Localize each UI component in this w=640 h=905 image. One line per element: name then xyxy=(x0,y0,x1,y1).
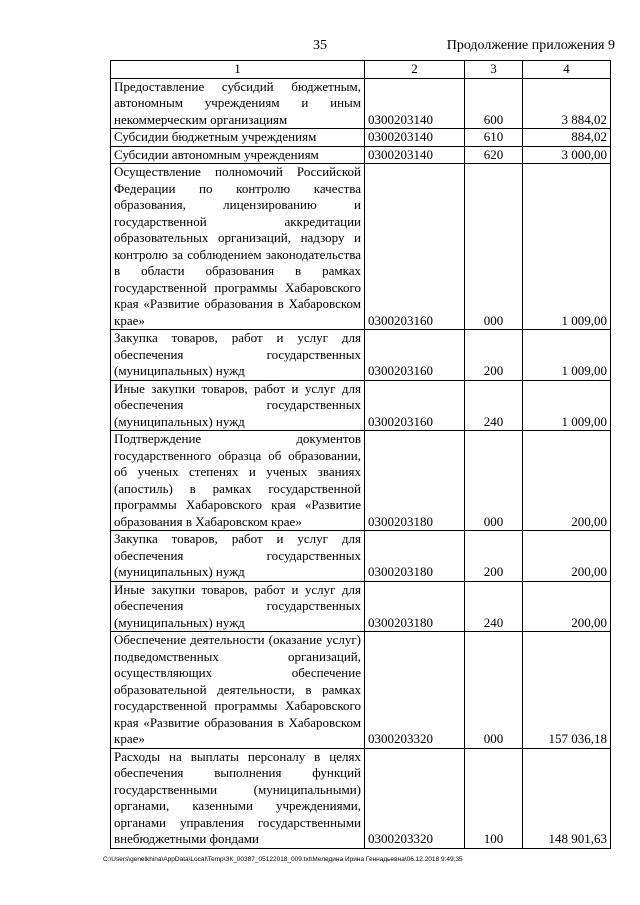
table-row xyxy=(111,146,611,164)
row-amount: 1 009,00 xyxy=(523,380,611,431)
column-header-2: 2 xyxy=(365,61,465,79)
budget-table xyxy=(110,60,611,849)
row-kind: 620 xyxy=(465,146,523,164)
row-amount: 3 884,02 xyxy=(523,78,611,129)
table-row xyxy=(111,330,611,381)
row-kind: 000 xyxy=(465,164,523,330)
row-amount: 200,00 xyxy=(523,531,611,582)
row-code: 0300203160 xyxy=(365,380,465,431)
row-code: 0300203180 xyxy=(365,431,465,531)
table-row xyxy=(111,632,611,749)
table-row xyxy=(111,78,611,129)
row-amount: 3 000,00 xyxy=(523,146,611,164)
row-code: 0300203180 xyxy=(365,581,465,632)
row-amount: 884,02 xyxy=(523,129,611,147)
row-code: 0300203320 xyxy=(365,632,465,749)
table-row xyxy=(111,748,611,848)
row-kind: 240 xyxy=(465,581,523,632)
row-name: Иные закупки товаров, работ и услуг для обеспечения государственных (муниципальных) нужд xyxy=(111,380,365,431)
row-kind: 200 xyxy=(465,330,523,381)
table-row xyxy=(111,531,611,582)
row-amount: 148 901,63 xyxy=(523,748,611,848)
row-kind: 100 xyxy=(465,748,523,848)
row-kind: 000 xyxy=(465,632,523,749)
row-kind: 000 xyxy=(465,431,523,531)
row-kind: 200 xyxy=(465,531,523,582)
table-row xyxy=(111,380,611,431)
table-row xyxy=(111,581,611,632)
table-row xyxy=(111,431,611,531)
row-amount: 200,00 xyxy=(523,581,611,632)
continuation-label: Продолжение приложения 9 xyxy=(446,38,615,53)
row-code: 0300203160 xyxy=(365,164,465,330)
row-code: 0300203160 xyxy=(365,330,465,381)
row-name: Субсидии автономным учреждениям xyxy=(111,146,365,164)
row-name: Осуществление полномочий Российской Федерации по контролю качества образования, лицензированию и государственной аккредитации образовательных организаций, надзору и контролю за соблюдением законодательства в области образования в рамках государственной программы Хабаровского края «Развитие образования в Хабаровском крае» xyxy=(111,164,365,330)
row-amount: 1 009,00 xyxy=(523,330,611,381)
table-row xyxy=(111,164,611,330)
row-code: 0300203320 xyxy=(365,748,465,848)
row-name: Подтверждение документов государственного образца об образовании, об ученых степенях и ученых званиях (апостиль) в рамках государственной программы Хабаровского края «Развитие образования в Хабаровском крае» xyxy=(111,431,365,531)
row-code: 0300203140 xyxy=(365,78,465,129)
table-row xyxy=(111,129,611,147)
row-kind: 610 xyxy=(465,129,523,147)
row-code: 0300203140 xyxy=(365,146,465,164)
row-amount: 200,00 xyxy=(523,431,611,531)
row-code: 0300203180 xyxy=(365,531,465,582)
row-kind: 600 xyxy=(465,78,523,129)
table-header-row xyxy=(111,61,611,79)
row-code: 0300203140 xyxy=(365,129,465,147)
row-name: Иные закупки товаров, работ и услуг для обеспечения государственных (муниципальных) нужд xyxy=(111,581,365,632)
column-header-4: 4 xyxy=(523,61,611,79)
column-header-3: 3 xyxy=(465,61,523,79)
column-header-1: 1 xyxy=(111,61,365,79)
row-amount: 1 009,00 xyxy=(523,164,611,330)
row-name: Обеспечение деятельности (оказание услуг) подведомственных организаций, осуществляющих обеспечение образовательной деятельности, в рамках государственной программы Хабаровского края «Развитие образования в Хабаровском крае» xyxy=(111,632,365,749)
row-amount: 157 036,18 xyxy=(523,632,611,749)
file-path-footer: C:\Users\genelkhina\AppData\Local\Temp\ЗК_00387_05122018_009.txt\Меледина Ирина Геннадьевна\06.12.2018 9:49:35 xyxy=(103,856,463,863)
row-name: Закупка товаров, работ и услуг для обеспечения государственных (муниципальных) нужд xyxy=(111,531,365,582)
page-number: 35 xyxy=(313,38,327,53)
row-name: Субсидии бюджетным учреждениям xyxy=(111,129,365,147)
row-name: Предоставление субсидий бюджетным, автономным учреждениям и иным некоммерческим организациям xyxy=(111,78,365,129)
row-name: Закупка товаров, работ и услуг для обеспечения государственных (муниципальных) нужд xyxy=(111,330,365,381)
row-name: Расходы на выплаты персоналу в целях обеспечения выполнения функций государственными (муниципальными) органами, казенными учреждениями, органами управления государственными внебюджетными фондами xyxy=(111,748,365,848)
row-kind: 240 xyxy=(465,380,523,431)
